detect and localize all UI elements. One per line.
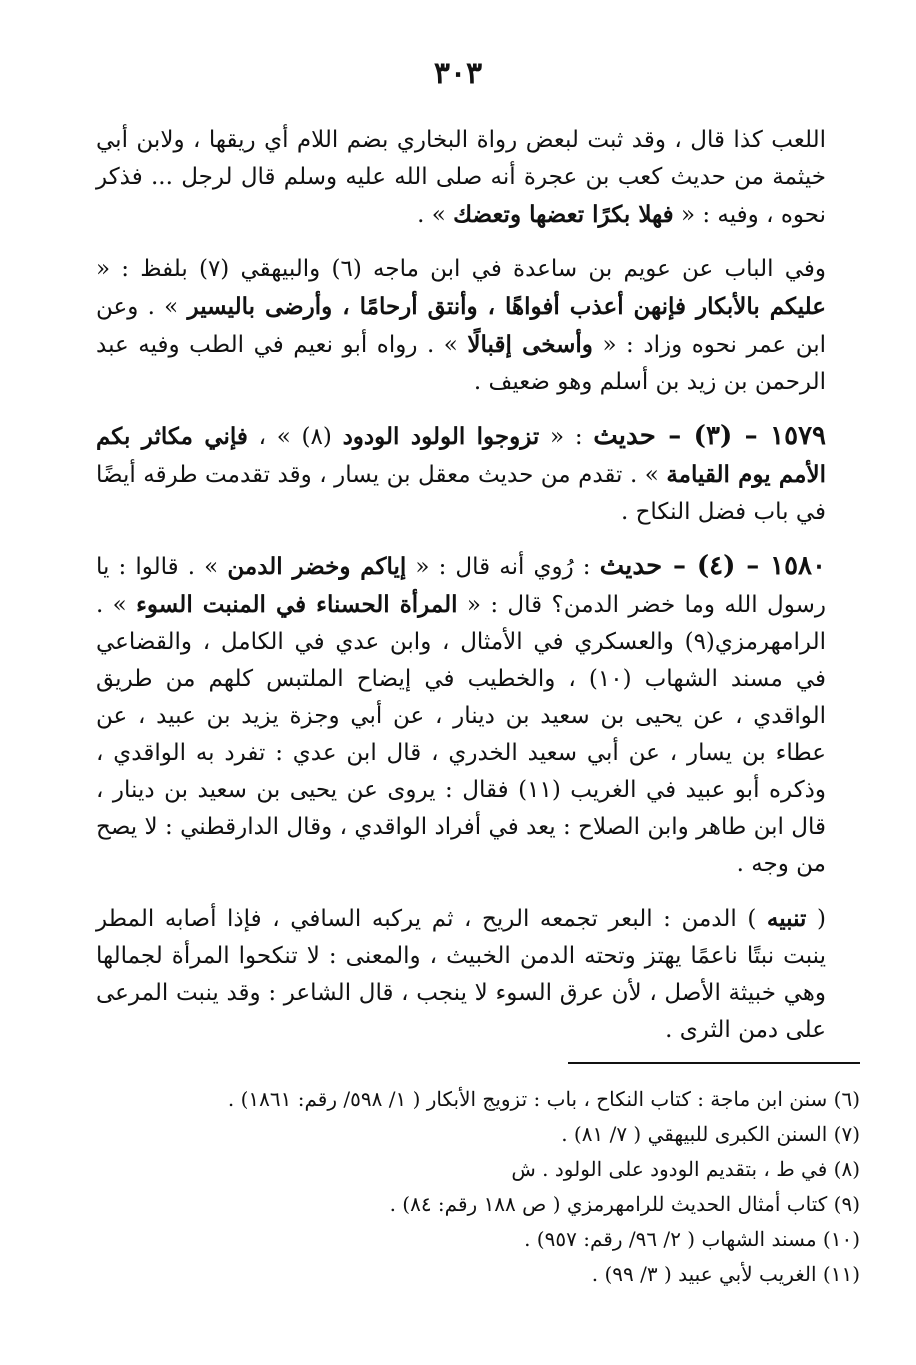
bold-text-run: فإني مكاثر بكم الأمم يوم القيامة [96,423,826,488]
page-number: ٣٠٣ [433,56,483,91]
bold-text-run: ١٥٧٩ – (٣) – حديث [593,421,826,451]
text-run: : « [539,424,594,450]
text-run: » . تقدم من حديث معقل بن يسار ، وقد تقدمت طرقه أيضًا في باب فضل النكاح . [96,462,826,525]
paragraph-p5 [96,900,826,1049]
footnote-8: (٨) في ط ، بتقديم الودود على الولود . ش [511,1157,860,1181]
bold-text-run: تزوجوا الولود الودود [342,423,540,450]
footnote-10: (١٠) مسند الشهاب ( ٢/ ٩٦/ رقم: ٩٥٧) . [524,1227,860,1251]
text-run: » . وعن ابن عمر نحوه وزاد : « [96,294,826,358]
bold-text-run: فهلا بكرًا تعضها وتعضك [453,201,674,228]
bold-text-run: المرأة الحسناء في المنبت السوء [136,591,458,618]
text-run: وفي الباب عن عويم بن ساعدة في ابن ماجه (٦) والبيهقي (٧) بلفظ : « [96,256,826,282]
text-run: : رُوي أنه قال : « [406,554,600,580]
footnote-11: (١١) الغريب لأبي عبيد ( ٣/ ٩٩) . [591,1262,860,1286]
footnote-7: (٧) السنن الكبرى للبيهقي ( ٧/ ٨١) . [561,1122,860,1146]
bold-text-run: إياكم وخضر الدمن [227,553,407,580]
bold-text-run: عليكم بالأبكار فإنهن أعذب أفواهًا ، وأنتق أرحامًا ، وأرضى باليسير [187,293,827,320]
text-run: اللعب كذا قال ، وقد ثبت لبعض رواة البخاري بضم اللام أي ريقها ، ولابن أبي خيثمة من حديث كعب بن عجرة أنه صلى الله عليه وسلم قال لرجل ... فذكر نحوه ، وفيه : « [96,127,826,228]
text-run: » . رواه أبو نعيم في الطب وفيه عبد الرحمن بن زيد بن أسلم وهو ضعيف . [96,332,826,395]
text-run: ) الدمن : البعر تجمعه الريح ، ثم يركبه السافي ، فإذا أصابه المطر ينبت نبتًا ناعمًا يهتز وتحته الدمن الخبيث ، والمعنى : لا تنكحوا المرأة لجمالها وهي خبيثة الأصل ، لأن عرق السوء لا ينجب ، قال الشاعر : وقد ينبت المرعى على دمن الثرى . [96,906,826,1043]
bold-text-run: وأسخى إقبالًا [467,331,593,358]
paragraph-p3 [96,418,826,531]
bold-text-run: تنبيه [766,905,807,932]
text-run: » . [417,202,454,228]
footnotes [96,1082,860,1292]
text-run: ( [806,906,826,932]
footnote-9: (٩) كتاب أمثال الحديث للرامهرمزي ( ص ١٨٨ رقم: ٨٤) . [389,1192,860,1216]
text-run: » . قالوا : يا رسول الله وما خضر الدمن؟ قال : « [96,554,826,618]
footnote-divider [568,1062,860,1064]
text-run: » . الرامهرمزي(٩) والعسكري في الأمثال ، وابن عدي في الكامل ، والقضاعي في مسند الشهاب (١٠) ، والخطيب في إيضاح الملتبس كلهم من طريق الواقدي ، عن يحيى بن سعيد بن دينار ، عن أبي وجزة يزيد بن عبيد ، عن عطاء بن يسار ، عن أبي سعيد الخدري ، قال ابن عدي : تفرد به الواقدي ، وذكره أبو عبيد في الغريب (١١) فقال : يروى عن يحيى بن سعيد بن دينار ، قال ابن طاهر وابن الصلاح : يعد في أفراد الواقدي ، وقال الدارقطني : لا يصح من وجه . [96,592,826,877]
text-run: (٨) » ، [247,424,343,450]
paragraph-p4 [96,548,826,883]
bold-text-run: ١٥٨٠ – (٤) – حديث [599,551,826,581]
paragraph-p1 [96,122,826,234]
footnote-6: (٦) سنن ابن ماجة : كتاب النكاح ، باب : تزويج الأبكار ( ١/ ٥٩٨/ رقم: ١٨٦١) . [227,1087,860,1111]
paragraph-p2 [96,251,826,401]
main-text [96,122,826,1049]
